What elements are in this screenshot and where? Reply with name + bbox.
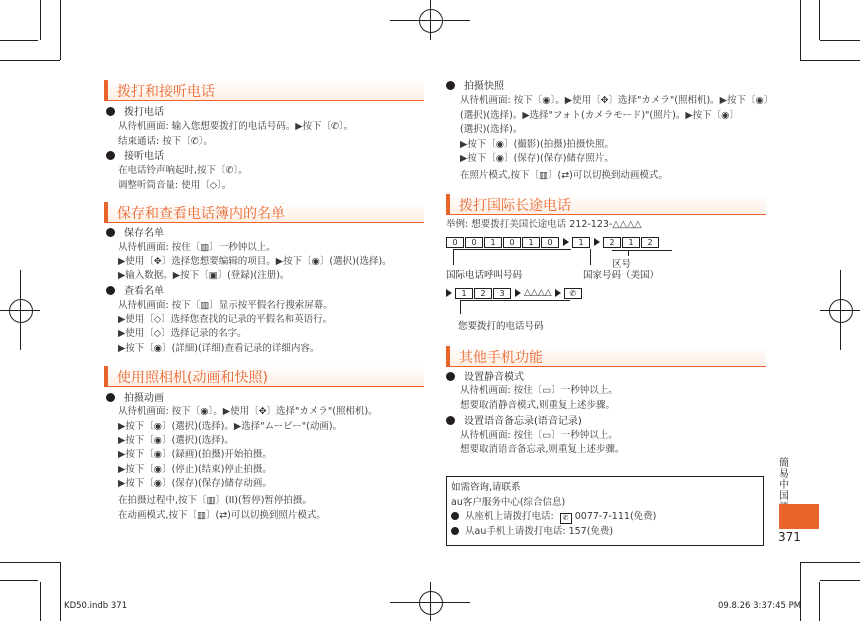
body-line: 从待机画面: 输入您想要拨打的电话号码。▶按下〔✆〕。	[118, 121, 354, 132]
label-access-code: 国际电话呼叫号码	[446, 270, 523, 281]
item-heading: 保存名单	[106, 227, 164, 240]
label-phone-number: 您要拨打的电话号码	[458, 321, 544, 332]
body-line: ▶按下〔◉〕(保存)(保存)储存照片。	[460, 153, 614, 164]
key-1: 1	[622, 237, 640, 248]
body-line: ▶按下〔◉〕(撮影)(拍摄)拍摄快照。	[460, 139, 614, 150]
section-heading-camera: 使用照相机(动画和快照)	[104, 366, 424, 387]
body-line: 结束通话: 按下〔✆〕。	[118, 136, 213, 147]
example-text: 举例: 想要拨打美国长途电话 212-123-△△△△	[446, 219, 642, 230]
body-line: 在电话铃声响起时,按下〔✆〕。	[118, 165, 248, 176]
body-line: 想要取消静音模式,则重复上述步骤。	[460, 400, 616, 411]
dial-sequence-2	[446, 287, 583, 299]
item-heading: 拨打电话	[106, 106, 164, 119]
item-heading: 设置语音备忘录(语音记录)	[446, 415, 582, 428]
dial-sequence-1	[446, 236, 660, 248]
body-line: ▶使用〔✥〕选择您想要编辑的项目。▶按下〔◉〕(選択)(选择)。	[118, 256, 392, 267]
key-1: 1	[572, 237, 590, 248]
body-line: ▶按下〔◉〕(選択)(选择)。	[118, 435, 234, 446]
key-2: 2	[603, 237, 621, 248]
body-line: 从待机画面: 按下〔▥〕显示按平假名行搜索屏幕。	[118, 300, 333, 311]
item-heading: 拍摄动画	[106, 392, 164, 405]
key-0: 0	[465, 237, 483, 248]
number-placeholder: △△△△	[524, 288, 552, 298]
body-line: 在动画模式,按下〔▥〕(⇄)可以切换到照片模式。	[118, 510, 326, 521]
arrow-right-icon	[515, 289, 521, 297]
footer-file: KD50.indb 371	[64, 601, 128, 611]
page-number: 371	[778, 530, 801, 544]
body-line: 从待机画面: 按住〔▭〕一秒钟以上。	[460, 385, 618, 396]
free-dial-icon: ✆	[560, 513, 572, 524]
key-0: 0	[541, 237, 559, 248]
item-heading: 接听电话	[106, 150, 164, 163]
key-1: 1	[522, 237, 540, 248]
key-2: 2	[641, 237, 659, 248]
body-line: (選択)(选择)。▶选择"フォト(カメラモード)"(照片)。▶按下〔◉〕	[460, 110, 739, 121]
key-3: 3	[493, 288, 511, 299]
body-line: 从待机画面: 按下〔◉〕。▶使用〔✥〕选择"カメラ"(照相机)。	[118, 406, 378, 417]
body-line: ▶按下〔◉〕(停止)(结束)停止拍摄。	[118, 464, 272, 475]
body-line: ▶使用〔◇〕选择您查找的记录的平假名和英语行。	[118, 314, 333, 325]
key-0: 0	[446, 237, 464, 248]
contact-landline: 从座机上请拨打电话: ✆ 0077-7-111(免费)	[451, 511, 656, 524]
item-heading: 设置静音模式	[446, 371, 524, 384]
body-line: ▶按下〔◉〕(録画)(拍摄)开始拍摄。	[118, 449, 272, 460]
body-line: ▶按下〔◉〕(選択)(选择)。▶选择"ムービー"(动画)。	[118, 421, 343, 432]
body-line: ▶按下〔◉〕(保存)(保存)储存动画。	[118, 478, 272, 489]
key-1: 1	[455, 288, 473, 299]
section-heading-call: 拨打和接听电话	[104, 80, 424, 101]
section-heading-intl: 拨打国际长途电话	[446, 194, 766, 215]
key-2: 2	[474, 288, 492, 299]
label-area-code: 区号	[612, 259, 632, 270]
tab-label: 簡易中国	[779, 458, 789, 502]
body-line: 在照片模式,按下〔▥〕(⇄)可以切换到动画模式。	[460, 170, 668, 181]
body-line: 调整听筒音量: 使用〔◇〕。	[118, 180, 232, 191]
body-line: ▶按下〔◉〕(詳細)(详细)查看记录的详细内容。	[118, 343, 320, 354]
body-line: ▶输入数据。▶按下〔▣〕(登録)(注册)。	[118, 270, 290, 281]
body-line: 从待机画面: 按住〔▥〕一秒钟以上。	[118, 242, 276, 253]
language-tab	[776, 458, 818, 530]
body-line: 从待机画面: 按住〔▭〕一秒钟以上。	[460, 430, 618, 441]
contact-mobile: 从au手机上请拨打电话: 157(免费)	[451, 526, 613, 538]
body-line: (選択)(选择)。	[460, 124, 523, 135]
call-key-icon: ✆	[564, 288, 582, 299]
item-heading: 查看名单	[106, 285, 164, 298]
contact-box	[446, 476, 764, 546]
arrow-right-icon	[563, 238, 569, 246]
contact-center: au客户服务中心(综合信息)	[451, 497, 566, 508]
label-country-code: 国家号码（美国）	[583, 270, 660, 281]
arrow-right-icon	[446, 289, 452, 297]
key-0: 0	[503, 237, 521, 248]
section-heading-other: 其他手机功能	[446, 346, 766, 367]
item-heading: 拍摄快照	[446, 80, 504, 93]
body-line: ▶使用〔◇〕选择记录的名字。	[118, 328, 247, 339]
body-line: 想要取消语音备忘录,则重复上述步骤。	[460, 444, 625, 455]
contact-title: 如需咨询,请联系	[451, 482, 521, 493]
tab-marker	[779, 504, 819, 529]
footer-stamp: 09.8.26 3:37:45 PM	[718, 601, 802, 611]
arrow-right-icon	[594, 238, 600, 246]
key-1: 1	[484, 237, 502, 248]
body-line: 在拍摄过程中,按下〔▥〕(II)(暂停)暂停拍摄。	[118, 495, 312, 506]
body-line: 从待机画面: 按下〔◉〕。▶使用〔✥〕选择"カメラ"(照相机)。▶按下〔◉〕	[460, 95, 774, 106]
section-heading-phonebook: 保存和查看电话簿内的名单	[104, 202, 424, 223]
arrow-right-icon	[555, 289, 561, 297]
